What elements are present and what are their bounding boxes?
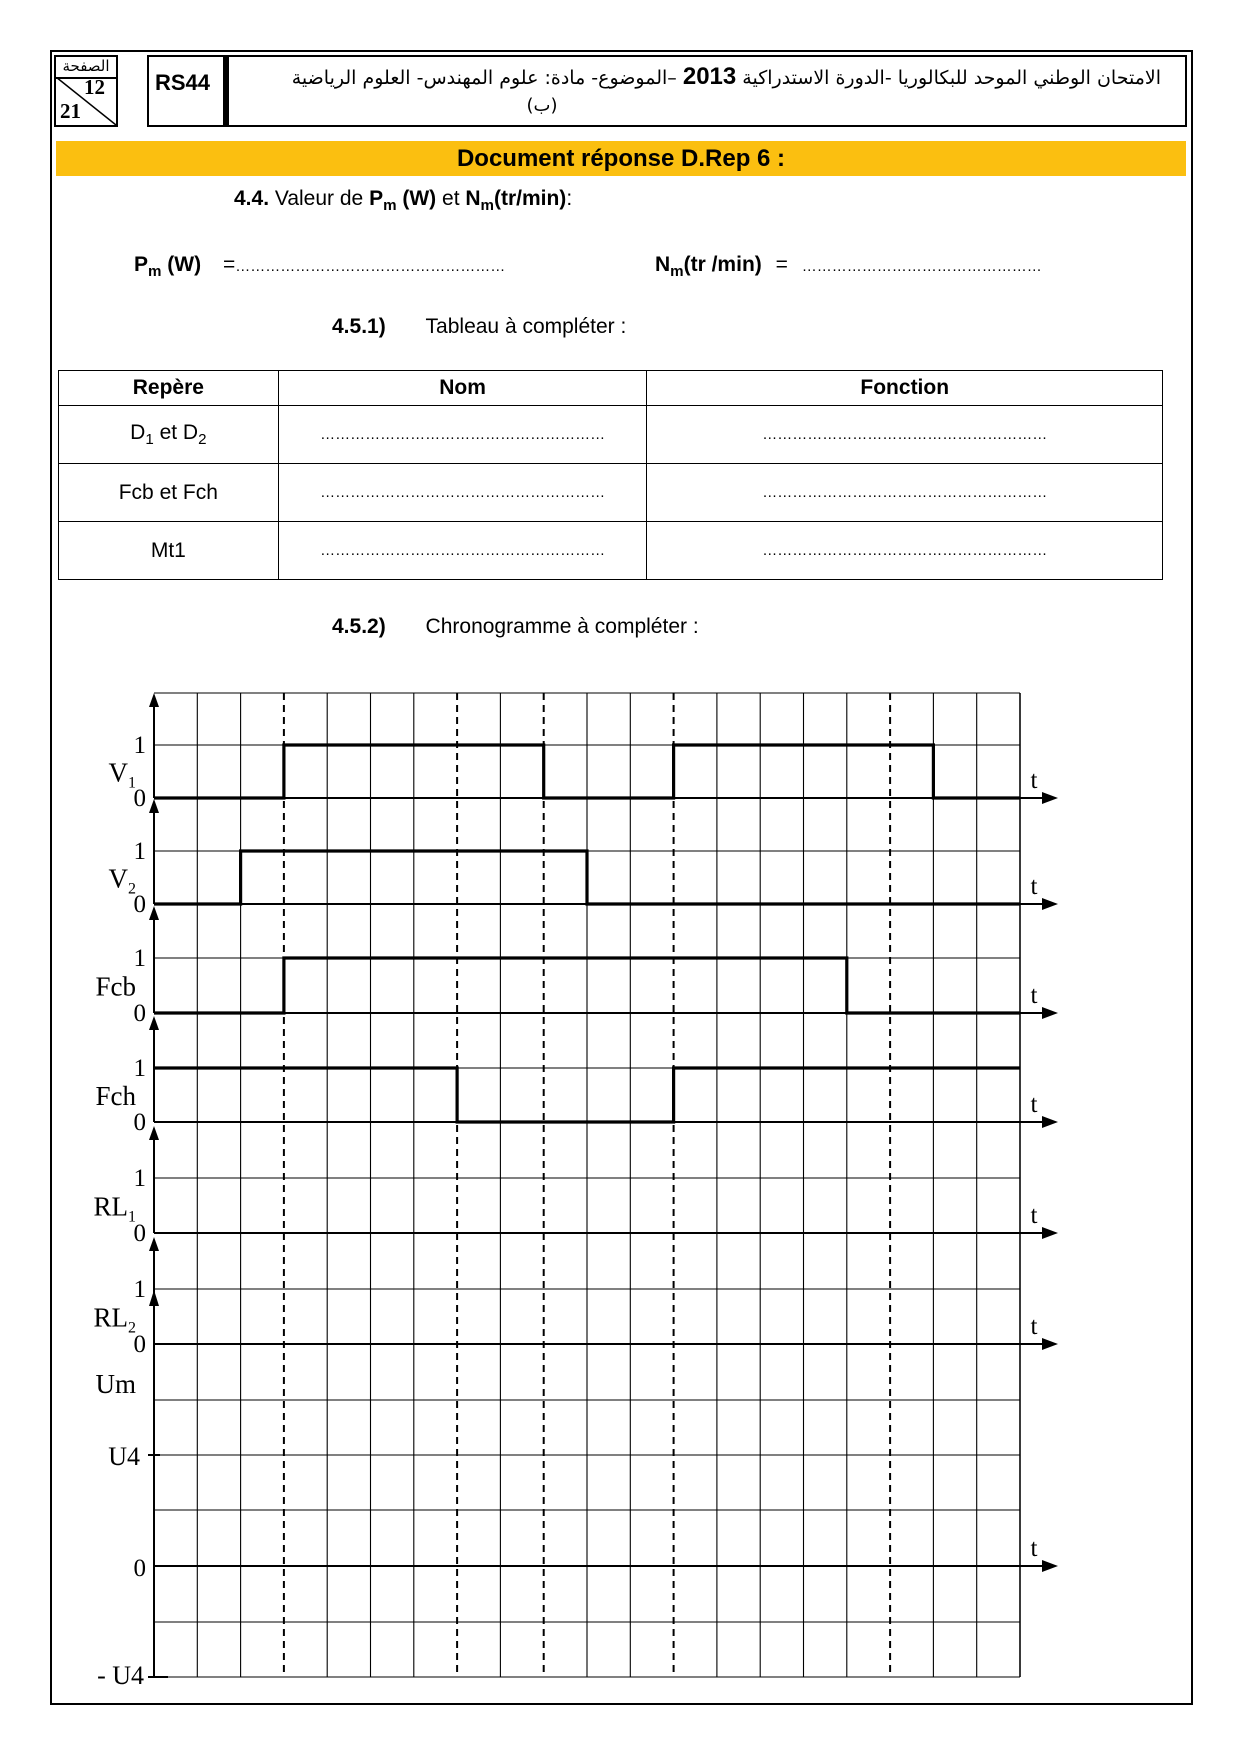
cell-repere: Fcb et Fch — [59, 464, 279, 522]
signal-name-label: $V_2$ — [108, 863, 136, 898]
q44-pm-sub: m — [383, 197, 397, 215]
cell-repere: Mt1 — [59, 522, 279, 580]
title-line2: (ب) — [526, 95, 558, 116]
nm-unit: (tr /min) — [683, 253, 762, 276]
pm-answer-field[interactable]: ……………………………………………… — [235, 258, 506, 275]
level-high-label: 1 — [133, 838, 146, 865]
t-axis-label: t — [1030, 767, 1038, 794]
cell-fonction-field[interactable]: ………………………………………………… — [647, 406, 1163, 464]
signal-name-label: $RL_2$ — [93, 1302, 136, 1337]
q44-colon: : — [566, 187, 573, 210]
pm-equals: = — [222, 253, 236, 276]
level-low-label: 0 — [133, 1331, 146, 1358]
t-axis-arrow — [1042, 792, 1058, 804]
u4-label: U4 — [108, 1442, 140, 1471]
title-part1: الامتحان الوطني الموحد للبكالوريا -الدورة الاستدراكية — [742, 67, 1161, 89]
neg-u4-label: - U4 — [97, 1661, 144, 1690]
cell-fonction-field[interactable]: ………………………………………………… — [647, 522, 1163, 580]
level-high-label: 1 — [133, 1165, 146, 1192]
signal-name-label: $V_1$ — [108, 757, 136, 792]
chronogram-grid — [154, 693, 1020, 1677]
cell-nom-field[interactable]: ………………………………………………… — [278, 406, 647, 464]
y-axis-arrow — [149, 1237, 159, 1251]
q44-pm: P — [369, 187, 384, 210]
t-axis-label: t — [1030, 1091, 1038, 1118]
nm-label: N — [655, 253, 671, 276]
y-axis-arrow — [149, 799, 159, 813]
page-total: 21 — [60, 99, 81, 123]
y-axis-arrow — [149, 1126, 159, 1140]
page-label: الصفحة — [56, 57, 116, 79]
q44-pm-unit: (W) — [402, 187, 437, 210]
cell-nom-field[interactable]: ………………………………………………… — [278, 522, 647, 580]
level-low-label: 0 — [133, 1109, 146, 1136]
cell-nom-field[interactable]: ………………………………………………… — [278, 464, 647, 522]
t-axis-arrow — [1042, 1338, 1058, 1350]
t-axis-arrow — [1042, 1227, 1058, 1239]
cell-repere: $D_1$ et $D_2$ — [59, 406, 279, 464]
q451-number: 4.5.1) — [332, 315, 386, 338]
t-axis-label: t — [1030, 1202, 1038, 1229]
title-year: 2013 — [682, 63, 737, 90]
signal-name-label: Fch — [95, 1081, 136, 1111]
chronogram-labels — [93, 732, 1037, 1690]
t-axis-arrow — [1042, 898, 1058, 910]
q44-nm-unit: (tr/min) — [493, 187, 567, 210]
q452-number: 4.5.2) — [332, 615, 386, 638]
level-low-label: 0 — [133, 785, 146, 812]
q44-nm: N — [465, 187, 481, 210]
header-fonction: Fonction — [647, 371, 1163, 406]
um-t-axis-arrow — [1042, 1560, 1058, 1572]
q451-text: Tableau à compléter : — [425, 315, 627, 338]
t-axis-arrow — [1042, 1007, 1058, 1019]
level-low-label: 0 — [133, 891, 146, 918]
nm-sub: m — [670, 263, 684, 281]
header-nom: Nom — [278, 371, 647, 406]
y-axis-arrow — [149, 693, 159, 707]
q44-nm-sub: m — [480, 197, 494, 215]
cell-fonction-field[interactable]: ………………………………………………… — [647, 464, 1163, 522]
nm-answer-field[interactable]: ………………………………………… — [801, 258, 1042, 275]
header-repere: Repère — [59, 371, 279, 406]
pm-sub: m — [148, 263, 162, 281]
exam-code: RS44 — [147, 55, 225, 127]
title-part2: –الموضوع- مادة: علوم المهندس- العلوم الرياضية — [291, 67, 677, 89]
um-t-axis-label: t — [1030, 1535, 1038, 1562]
nm-equals: = — [775, 253, 788, 276]
q44-text: Valeur de — [274, 187, 364, 210]
pm-label: P — [134, 253, 149, 276]
um-y-axis-arrow — [149, 1290, 159, 1306]
level-low-label: 0 — [133, 1000, 146, 1027]
um-zero-label: 0 — [133, 1555, 146, 1582]
q452-text: Chronogramme à compléter : — [425, 615, 699, 638]
y-axis-arrow — [149, 1016, 159, 1030]
level-high-label: 1 — [133, 1055, 146, 1082]
q44-number: 4.4. — [234, 187, 270, 210]
signal-name-label: $RL_1$ — [93, 1191, 136, 1226]
page-current: 12 — [84, 75, 105, 99]
t-axis-arrow — [1042, 1116, 1058, 1128]
document-banner: Document réponse D.Rep 6 : — [56, 141, 1186, 176]
t-axis-label: t — [1030, 1313, 1038, 1340]
pm-unit: (W) — [167, 253, 202, 276]
level-high-label: 1 — [133, 945, 146, 972]
y-axis-arrow — [149, 906, 159, 920]
level-low-label: 0 — [133, 1220, 146, 1247]
um-label: Um — [95, 1369, 136, 1399]
t-axis-label: t — [1030, 982, 1038, 1009]
level-high-label: 1 — [133, 732, 146, 759]
t-axis-label: t — [1030, 873, 1038, 900]
signal-name-label: Fcb — [95, 971, 136, 1002]
level-high-label: 1 — [133, 1276, 146, 1303]
q44-et: et — [442, 187, 460, 210]
